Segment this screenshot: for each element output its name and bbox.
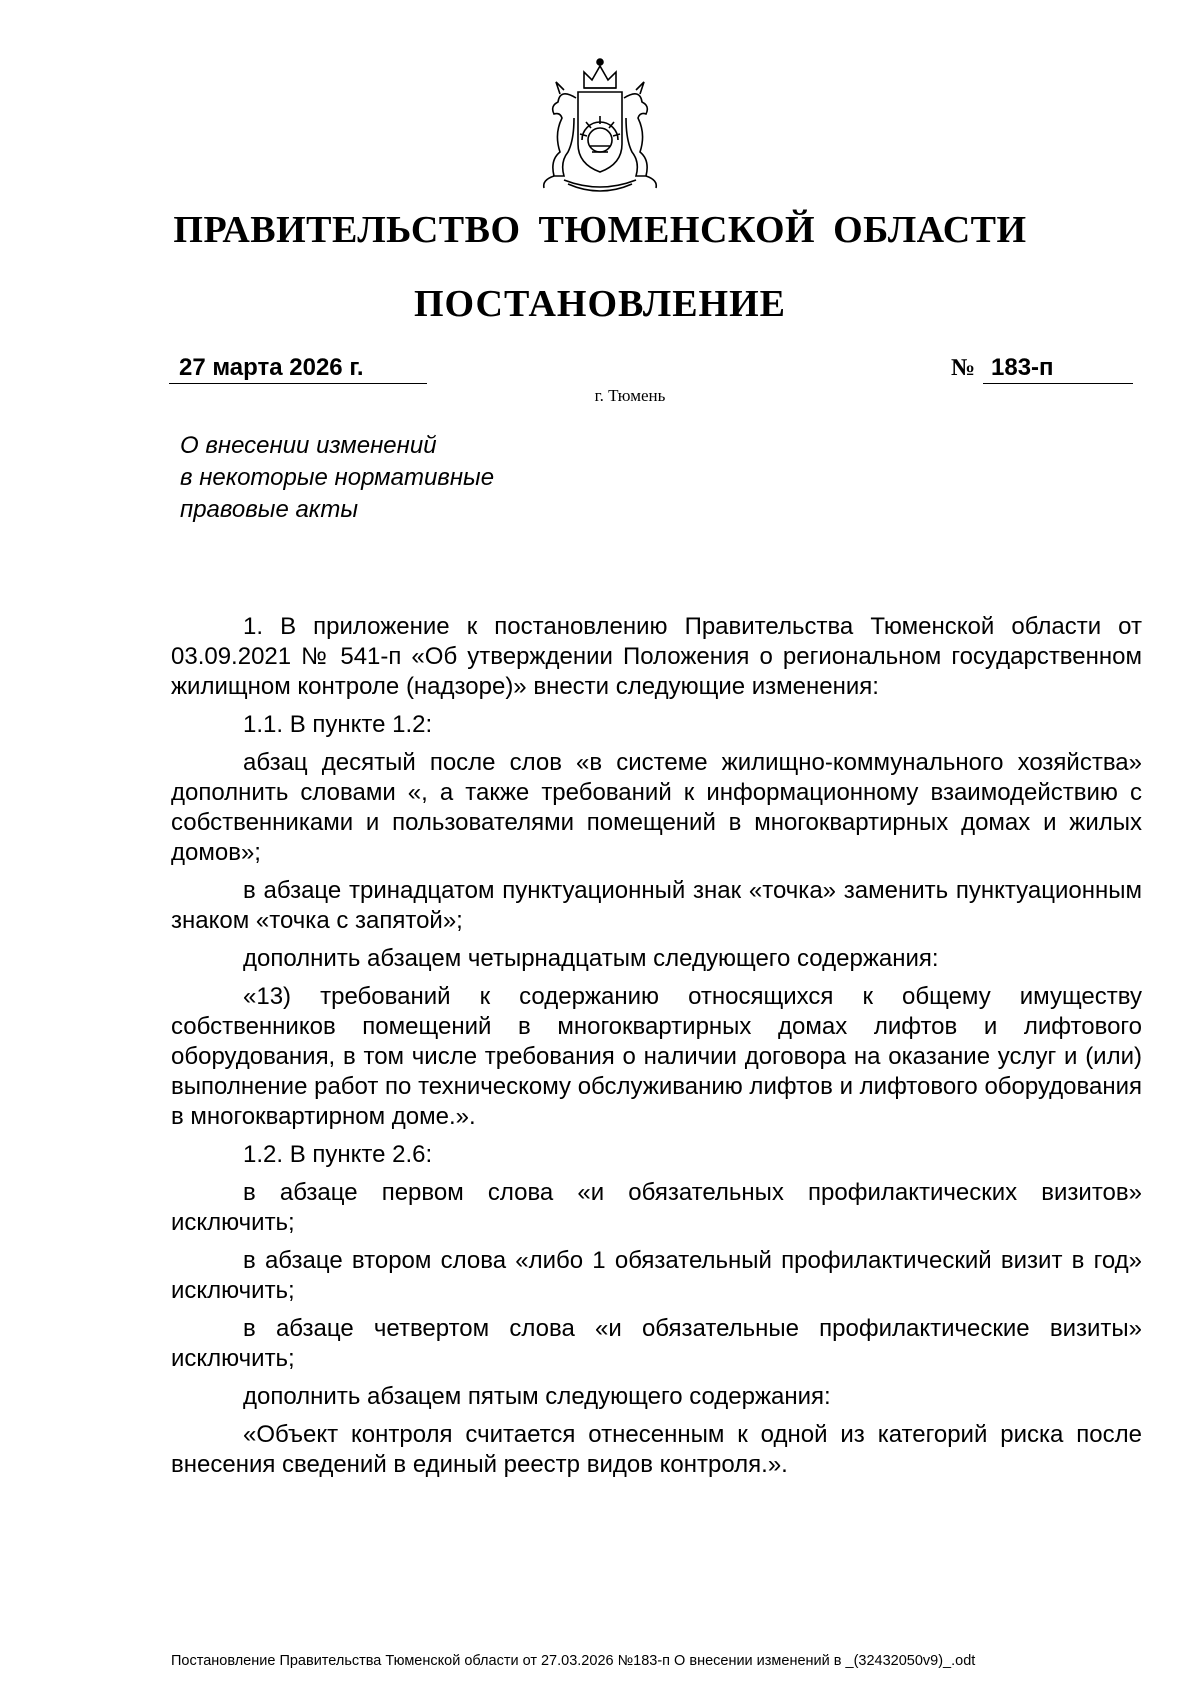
- body-paragraph: абзац десятый после слов «в системе жилищно-коммунального хозяйства» дополнить словами «, а также требований к информационному взаимодействию с собственниками и пользователями помещений в многоквартирных домах и жилых домов»;: [171, 749, 1142, 866]
- body-paragraph: 1.1. В пункте 1.2:: [243, 711, 433, 738]
- body-paragraph: дополнить абзацем пятым следующего содержания:: [243, 1383, 831, 1410]
- body-paragraph: дополнить абзацем четырнадцатым следующего содержания:: [243, 945, 939, 972]
- subject-line: правовые акты: [180, 496, 359, 523]
- subject-line: в некоторые нормативные: [180, 464, 495, 491]
- body-paragraph: в абзаце втором слова «либо 1 обязательный профилактический визит в год» исключить;: [171, 1247, 1142, 1304]
- body-paragraph: «Объект контроля считается отнесенным к одной из категорий риска после внесения сведений в единый реестр видов контроля.».: [171, 1421, 1142, 1478]
- document-subject: [180, 430, 600, 526]
- body-paragraph: в абзаце четвертом слова «и обязательные профилактические визиты» исключить;: [171, 1315, 1142, 1372]
- body-paragraph: «13) требований к содержанию относящихся к общему имуществу собственников помещений в многоквартирных домах лифтов и лифтового оборудования, в том числе требования о наличии договора на оказание услуг и (или) выполнение работ по техническому обслуживанию лифтов и лифтового оборудования в многоквартирном доме.».: [171, 983, 1142, 1130]
- page-footer: Постановление Правительства Тюменской области от 27.03.2026 №183-п О внесении изменений в _(32432050v9)_.odt: [171, 1653, 976, 1669]
- document-body: [171, 612, 1142, 1488]
- document-number-label: №: [951, 355, 976, 381]
- government-title: ПРАВИТЕЛЬСТВО ТЮМЕНСКОЙ ОБЛАСТИ: [173, 209, 1027, 251]
- document-number: 183-п: [983, 353, 1133, 384]
- subject-line: О внесении изменений: [180, 432, 437, 459]
- body-paragraph: в абзаце тринадцатом пунктуационный знак «точка» заменить пунктуационным знаком «точка с запятой»;: [171, 877, 1142, 934]
- document-city: г. Тюмень: [594, 386, 666, 405]
- document-date: 27 марта 2026 г.: [169, 353, 427, 384]
- body-paragraph: в абзаце первом слова «и обязательных профилактических визитов» исключить;: [171, 1179, 1142, 1236]
- coat-of-arms-emblem: [520, 48, 680, 198]
- document-type: ПОСТАНОВЛЕНИЕ: [413, 283, 787, 325]
- body-paragraph: 1. В приложение к постановлению Правительства Тюменской области от 03.09.2021 № 541-п «Об утверждении Положения о региональном государственном жилищном контроле (надзоре)» внести следующие изменения:: [171, 613, 1142, 700]
- body-paragraph: 1.2. В пункте 2.6:: [243, 1141, 433, 1168]
